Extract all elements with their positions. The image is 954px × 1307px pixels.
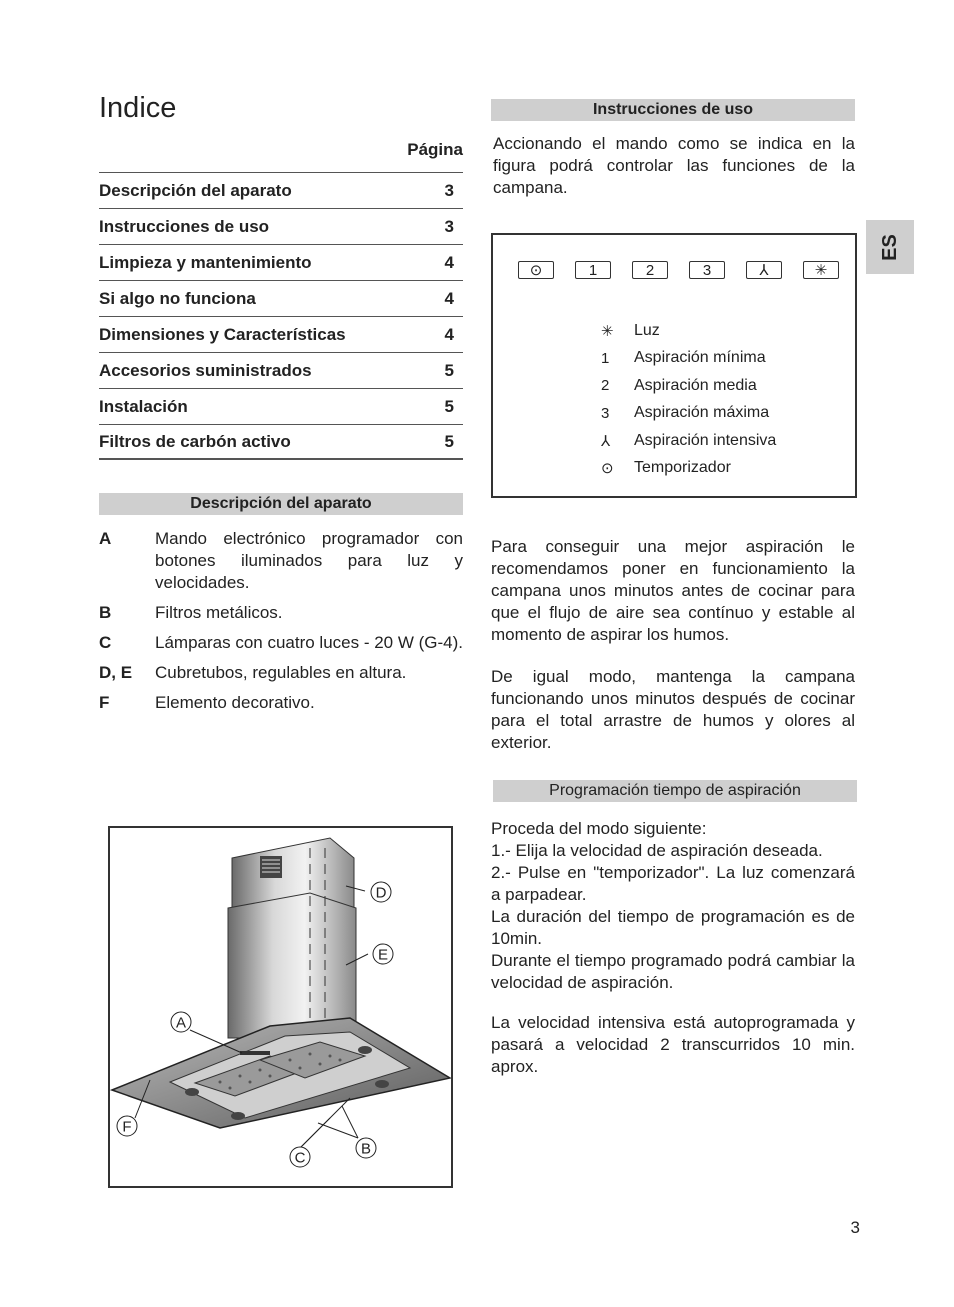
programming-heading: Programación tiempo de aspiración — [493, 780, 857, 802]
toc-page: 3 — [444, 180, 454, 200]
toc-page: 5 — [444, 360, 454, 380]
item-text: Lámparas con cuatro luces - 20 W (G-4). — [155, 633, 464, 652]
item-letter: F — [99, 693, 110, 712]
toc-row[interactable] — [99, 353, 463, 389]
description-item — [99, 692, 463, 714]
index-title: Indice — [99, 92, 177, 124]
speed-3-button[interactable]: 3 — [689, 261, 725, 279]
legend-label: Luz — [634, 321, 660, 339]
callout-label: F — [122, 1118, 132, 1136]
toc-page: 4 — [444, 324, 454, 344]
item-text: Mando electrónico programador con botones iluminados para luz y velocidades. — [155, 529, 463, 592]
intensive-icon: ⅄ — [601, 432, 611, 450]
toc-label: Instrucciones de uso — [99, 216, 270, 236]
toc-page: 5 — [444, 396, 454, 416]
instructions-heading: Instrucciones de uso — [491, 99, 855, 121]
programming-line: La duración del tiempo de programación es de 10min. — [491, 907, 855, 948]
page-number: 3 — [850, 1218, 860, 1237]
programming-line: Proceda del modo siguiente: — [491, 819, 707, 838]
item-text: Elemento decorativo. — [155, 693, 315, 712]
item-letter: B — [99, 603, 112, 622]
toc-row[interactable] — [99, 245, 463, 281]
callout-label: A — [175, 1014, 187, 1032]
speed-1-button[interactable]: 1 — [575, 261, 611, 279]
toc-label: Descripción del aparato — [99, 180, 292, 200]
item-letter: C — [99, 633, 112, 652]
legend-label: Aspiración intensiva — [634, 431, 777, 449]
range-hood-drawing — [110, 828, 451, 1186]
description-list — [99, 528, 463, 722]
toc-label: Si algo no funciona — [99, 288, 256, 308]
toc-label: Instalación — [99, 396, 188, 416]
callout-label: D — [375, 884, 387, 902]
legend-row — [598, 400, 776, 428]
callout-e — [373, 944, 393, 964]
item-text: Cubretubos, regulables en altura. — [155, 663, 407, 682]
toc-page: 5 — [444, 431, 454, 451]
legend-row — [598, 345, 776, 373]
legend-label: Aspiración mínima — [634, 349, 766, 367]
toc-row[interactable] — [99, 209, 463, 245]
callout-c — [290, 1147, 310, 1167]
description-heading: Descripción del aparato — [99, 493, 463, 515]
description-item — [99, 602, 463, 624]
legend-label: Temporizador — [634, 459, 731, 477]
page-column-label: Página — [407, 140, 463, 159]
speed-2-button[interactable]: 2 — [632, 261, 668, 279]
description-item — [99, 662, 463, 684]
programming-steps — [491, 818, 855, 994]
callout-d — [371, 882, 391, 902]
legend-row — [598, 317, 776, 345]
toc-row[interactable] — [99, 425, 463, 458]
toc-label: Dimensiones y Características — [99, 324, 346, 344]
toc-page: 3 — [444, 216, 454, 236]
light-icon: ✳ — [601, 322, 614, 340]
programming-line: Durante el tiempo programado podrá cambiar la velocidad de aspiración. — [491, 951, 855, 992]
speed-1-icon: 1 — [601, 349, 610, 367]
toc-row[interactable] — [99, 173, 463, 209]
instructions-intro: Accionando el mando como se indica en la figura podrá controlar las funciones de la campana. — [493, 134, 855, 197]
table-of-contents — [99, 172, 463, 460]
legend-row — [598, 427, 776, 455]
timer-button[interactable]: ⊙ — [518, 261, 554, 279]
language-tab-label: ES — [878, 233, 901, 261]
intensive-button[interactable]: ⅄ — [746, 261, 782, 279]
legend-row — [598, 372, 776, 400]
callout-label: E — [377, 946, 389, 964]
programming-line: 1.- Elija la velocidad de aspiración deseada. — [491, 841, 823, 860]
after-cooking-paragraph: De igual modo, mantenga la campana funcionando unos minutos después de cocinar para el total arrastre de humos y olores al exterior. — [491, 667, 855, 752]
description-item — [99, 632, 463, 654]
toc-row[interactable] — [99, 389, 463, 425]
toc-label: Accesorios suministrados — [99, 360, 312, 380]
toc-page: 4 — [444, 288, 454, 308]
language-tab[interactable] — [866, 220, 914, 274]
callout-a — [171, 1012, 191, 1032]
hood-illustration — [108, 826, 453, 1188]
toc-page: 4 — [444, 252, 454, 272]
toc-row[interactable] — [99, 281, 463, 317]
intensive-note: La velocidad intensiva está autoprogramada y pasará a velocidad 2 transcurridos 10 min. aprox. — [491, 1013, 855, 1076]
control-button-row — [518, 261, 839, 279]
control-panel-diagram — [491, 233, 857, 498]
callout-b — [356, 1138, 376, 1158]
item-letter: A — [99, 529, 112, 548]
speed-2-icon: 2 — [601, 377, 610, 395]
callout-label: B — [360, 1140, 372, 1158]
legend-row — [598, 455, 776, 483]
legend-label: Aspiración máxima — [634, 404, 770, 422]
toc-label: Filtros de carbón activo — [99, 431, 291, 451]
item-text: Filtros metálicos. — [155, 603, 283, 622]
recommendation-paragraph: Para conseguir una mejor aspiración le recomendamos poner en funcionamiento la campana unos minutos antes de cocinar para que el flujo de aire sea contínuo y estable al momento de aspirar los humos. — [491, 537, 855, 644]
control-legend — [598, 317, 776, 482]
callout-label: C — [294, 1149, 306, 1167]
item-letter: D, E — [99, 663, 133, 682]
speed-3-icon: 3 — [601, 404, 610, 422]
light-button[interactable]: ✳ — [803, 261, 839, 279]
programming-line: 2.- Pulse en "temporizador". La luz comenzará a parpadear. — [491, 863, 855, 904]
description-item — [99, 528, 463, 594]
timer-icon: ⊙ — [601, 460, 614, 478]
callout-f — [117, 1116, 137, 1136]
toc-row[interactable] — [99, 317, 463, 353]
toc-label: Limpieza y mantenimiento — [99, 252, 312, 272]
legend-label: Aspiración media — [634, 376, 757, 394]
